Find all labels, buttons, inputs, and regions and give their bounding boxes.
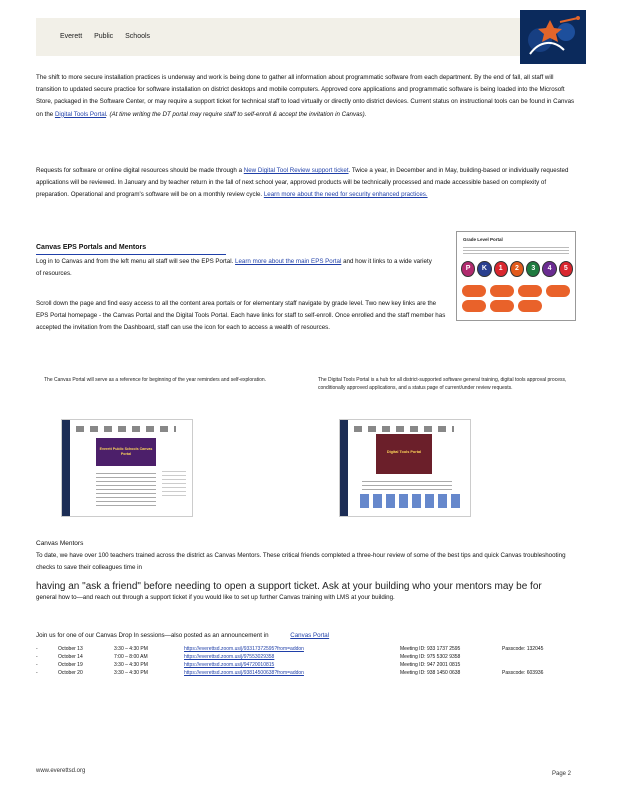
grade-tile[interactable]	[518, 300, 542, 312]
requests-text: Requests for software or online digital resources should be made through a	[36, 167, 243, 174]
session-link[interactable]: https://everettsd.zoom.us/j/93317372595?from=addon	[184, 646, 304, 652]
canvas-banner	[96, 438, 156, 466]
grade-tile[interactable]	[546, 285, 570, 297]
requests-paragraph	[36, 165, 576, 202]
dt-nav-lines	[354, 426, 454, 432]
passcode: Passcode: 603936	[502, 670, 544, 676]
grade-graphic-title: Grade Level Portal	[463, 237, 503, 242]
mentors-paragraph-2: general how to—and reach out through a support ticket if you would like to set up further Canvas training with LMS at your building.	[36, 594, 395, 601]
grade-circle-1[interactable]: 1	[494, 261, 508, 277]
heading-underline	[36, 254, 226, 255]
footer-site[interactable]: www.everettsd.org	[36, 768, 86, 774]
dropin-text: Join us for one of our Canvas Drop In sessions—also posted as an announcement in	[36, 632, 269, 639]
grade-circle-3[interactable]: 3	[526, 261, 540, 277]
dropin-intro	[36, 630, 596, 642]
session-time: 7:00 – 8:00 AM	[114, 654, 148, 660]
eps-text: Log in to Canvas and from the left menu all staff will see the EPS Portal.	[36, 258, 234, 265]
meeting-id: Meeting ID: 975 5302 9358	[400, 654, 461, 660]
meeting-id: Meeting ID: 933 1737 2595	[400, 646, 461, 652]
bullet: -	[36, 670, 38, 676]
org-name: Everett Public Schools	[60, 33, 151, 40]
eps-paragraph-2: Scroll down the page and find easy access to all the content area portals or for elementary staff navigate by grade level. Two new key links are the EPS Portal homepage - the Canvas Portal and the Digital Tools Portal. Each have links for staff to self-enroll. Once enrolled and the staff member has accepted the invitation from the Dashboard, staff can use the icon for each to access a wealth of resources.	[36, 300, 446, 332]
canvas-mentors-heading: Canvas Mentors	[36, 540, 84, 547]
bullet: -	[36, 646, 38, 652]
mentors-paragraph	[36, 550, 576, 574]
canvas-portal-link[interactable]: Canvas Portal	[290, 632, 330, 639]
grade-tile[interactable]	[462, 285, 486, 297]
eps-logo	[520, 10, 586, 64]
new-digital-tool-review-link[interactable]: New Digital Tool Review support ticket	[243, 167, 349, 174]
eps-paragraph-1	[36, 256, 436, 280]
grade-tile[interactable]	[490, 285, 514, 297]
grade-circle-2[interactable]: 2	[510, 261, 524, 277]
dt-banner-text: Digital Tools Portal	[386, 450, 422, 454]
grade-circle-K[interactable]: K	[477, 261, 491, 277]
canvas-side-panel	[162, 468, 186, 498]
grade-tile[interactable]	[490, 300, 514, 312]
session-day: October 19	[58, 662, 83, 668]
passcode: Passcode: 132045	[502, 646, 544, 652]
session-day: October 14	[58, 654, 83, 660]
canvas-nav-lines	[76, 426, 176, 432]
dt-tool-icons	[360, 494, 460, 508]
session-time: 3:30 – 4:30 PM	[114, 670, 148, 676]
intro-note: . (At time writing the DT portal may require staff to self-enroll & accept the invitation in Canvas).	[106, 110, 367, 118]
dt-text-lines	[362, 478, 452, 490]
footer-page: Page 2	[552, 771, 572, 777]
intro-text: The shift to more secure installation practices is underway and work is being done to gather all information about programmatic software from each department. By the end of fall, all staff will transition to updated secure practice for software installation on district desktops and mobile computers. Approved core applications and programmatic software is being loaded into the Microsoft Store, packaged in the Software Center, or may require a support ticket for technical staff to load virtually or directly onto district devices. Current status on instructional tools can be found in Canvas on the	[36, 74, 575, 118]
session-time: 3:30 – 4:30 PM	[114, 662, 148, 668]
canvas-portal-caption: The Canvas Portal will serve as a reference for beginning of the year reminders and self-exploration.	[44, 377, 267, 383]
dt-sidebar	[340, 420, 348, 516]
grade-graphic-text-lines	[463, 245, 569, 255]
grade-tile[interactable]	[518, 285, 542, 297]
digital-tools-caption: The Digital Tools Portal is a hub for all district-supported software general training, digital tools approval process, conditionally approved applications, and a status page of current/under review requests.	[318, 377, 567, 391]
grade-circle-5[interactable]: 5	[559, 261, 573, 277]
grade-tile[interactable]	[462, 300, 486, 312]
eps-text-2: and how it links to a wide variety of resources.	[36, 258, 432, 278]
intro-paragraph	[36, 72, 576, 121]
meeting-id: Meeting ID: 938 1450 0638	[400, 670, 461, 676]
bullet: -	[36, 654, 38, 660]
session-link[interactable]: https://everettsd.zoom.us/j/94720010815	[184, 662, 275, 668]
eps-portals-heading: Canvas EPS Portals and Mentors	[36, 244, 147, 251]
session-time: 3:30 – 4:30 PM	[114, 646, 148, 652]
canvas-portal-screenshot	[62, 420, 192, 516]
session-link[interactable]: https://everettsd.zoom.us/j/97553029358	[184, 654, 275, 660]
mentors-big-text: having an "ask a friend" before needing to open a support ticket. Ask at your building who your mentors may be for	[36, 581, 542, 592]
session-day: October 13	[58, 646, 83, 652]
session-link[interactable]: https://everettsd.zoom.us/j/93814500638?from=addon	[184, 670, 304, 676]
canvas-banner-text: Everett Public Schools Canvas Portal	[99, 447, 153, 456]
grade-circle-4[interactable]: 4	[542, 261, 556, 277]
canvas-text-lines	[96, 470, 156, 508]
meeting-id: Meeting ID: 947 2001 0815	[400, 662, 461, 668]
main-eps-portal-link[interactable]: Learn more about the main EPS Portal	[235, 258, 342, 265]
grade-tiles	[462, 285, 572, 315]
canvas-sidebar	[62, 420, 70, 516]
session-day: October 20	[58, 670, 83, 676]
bullet: -	[36, 662, 38, 668]
grade-level-graphic	[457, 232, 575, 320]
grade-circles	[461, 261, 573, 281]
requests-text-2: . Twice a year, in December and in May, building-based or individually requested applications will be reviewed. In January and by teacher return in the fall of next school year, approved products will be technically processed and made accessible based on complexity of preparation. Operational and program's software will be on a monthly review cycle.	[36, 167, 569, 199]
dt-banner	[376, 434, 432, 474]
grade-circle-P[interactable]: P	[461, 261, 475, 277]
digital-tools-portal-link[interactable]: Digital Tools Portal	[54, 110, 107, 118]
learn-more-security-link[interactable]: Learn more about the need for security enhanced practices.	[263, 191, 428, 199]
mentors-text: To date, we have over 100 teachers trained across the district as Canvas Mentors. These critical friends completed a three-hour review of some of the best tips and quick Canvas troubleshooting checks to save their colleagues time in	[36, 552, 566, 572]
digital-tools-screenshot	[340, 420, 470, 516]
